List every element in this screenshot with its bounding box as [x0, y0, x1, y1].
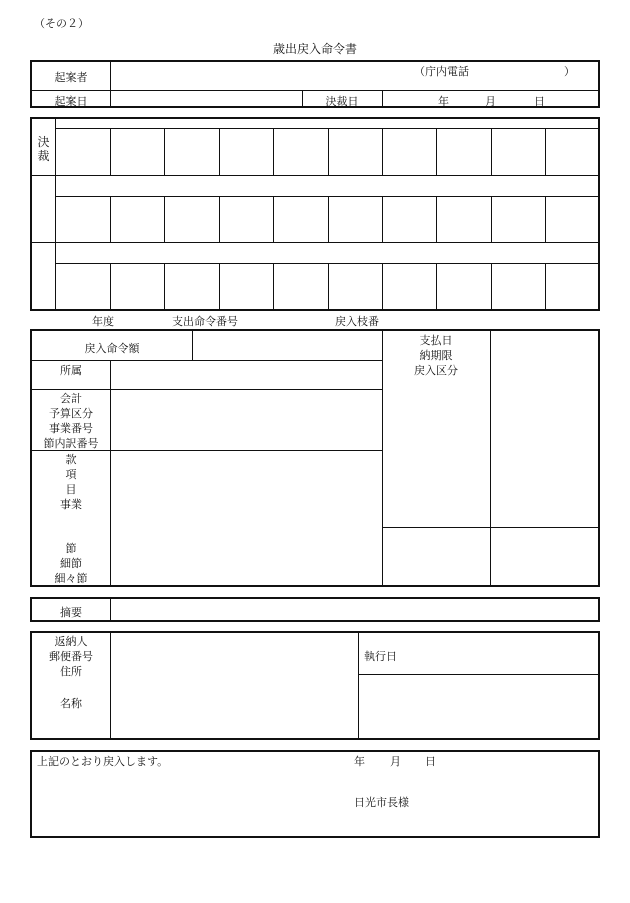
drafter-label: 起案者 [54, 71, 88, 84]
moku-label: 目 [65, 483, 77, 496]
order-number-label: 支出命令番号 [172, 315, 238, 328]
accounting-label: 会計 [60, 392, 82, 405]
budget-field[interactable] [112, 390, 380, 449]
approval-label-1: 決 [37, 135, 50, 149]
department-label: 所属 [60, 364, 82, 377]
refund-amount-label: 戻入命令額 [84, 342, 140, 355]
proposal-box [30, 60, 600, 108]
draft-date-field[interactable] [112, 91, 300, 106]
decision-day: 日 [534, 95, 545, 108]
statement-box [30, 750, 600, 838]
statement-year: 年 [354, 755, 365, 768]
payment-date-label: 支払日 [419, 334, 453, 347]
statement-text: 上記のとおり戻入します。 [37, 755, 169, 768]
name-label: 名称 [60, 697, 82, 710]
draft-date-label: 起案日 [54, 95, 88, 108]
project-number-label: 事業番号 [49, 422, 93, 435]
summary-field[interactable] [112, 599, 598, 620]
fiscal-year-label: 年度 [92, 315, 114, 328]
approval-label-2: 裁 [37, 149, 50, 163]
page-number: （その２） [34, 17, 89, 30]
phone-label: （庁内電話 [414, 65, 469, 78]
phone-close-paren: ） [564, 65, 575, 78]
decision-month: 月 [485, 95, 496, 108]
address-label: 住所 [60, 665, 82, 678]
department-field[interactable] [112, 361, 380, 388]
statement-month: 月 [390, 755, 401, 768]
approval-box [30, 117, 600, 311]
account-field[interactable] [112, 451, 380, 585]
details-box [30, 329, 600, 587]
saisetsu-label: 細節 [60, 557, 82, 570]
refund-amount-field[interactable] [194, 331, 380, 359]
section-labels [32, 541, 110, 586]
account-labels [32, 452, 110, 512]
payment-deadline-label: 納期限 [419, 349, 453, 362]
branch-number-label: 戻入枝番 [335, 315, 379, 328]
returner-box [30, 631, 600, 740]
postal-code-label: 郵便番号 [49, 650, 93, 663]
refund-category-label: 戻入区分 [414, 364, 458, 377]
execution-date-label: 執行日 [364, 650, 397, 663]
returner-labels [32, 634, 110, 679]
summary-label: 摘要 [60, 606, 82, 619]
summary-box [30, 597, 600, 622]
document-title: 歳出戻入命令書 [272, 42, 357, 56]
statement-day: 日 [425, 755, 436, 768]
budget-category-label: 予算区分 [49, 407, 93, 420]
addressee: 日光市長様 [354, 796, 409, 809]
setsu-label: 節 [65, 542, 77, 555]
budget-labels [32, 391, 110, 451]
saisaisetsu-label: 細々節 [54, 572, 88, 585]
drafter-field[interactable] [112, 62, 598, 89]
returner-label: 返納人 [54, 635, 88, 648]
decision-date-label: 決裁日 [325, 95, 359, 108]
project-label: 事業 [60, 498, 82, 511]
returner-field[interactable] [112, 633, 356, 738]
payment-info-field[interactable] [492, 331, 598, 526]
section-breakdown-label: 節内訳番号 [43, 437, 99, 450]
kan-label: 款 [65, 453, 77, 466]
decision-year: 年 [438, 95, 449, 108]
kou-label: 項 [65, 468, 77, 481]
payment-labels [382, 333, 490, 378]
